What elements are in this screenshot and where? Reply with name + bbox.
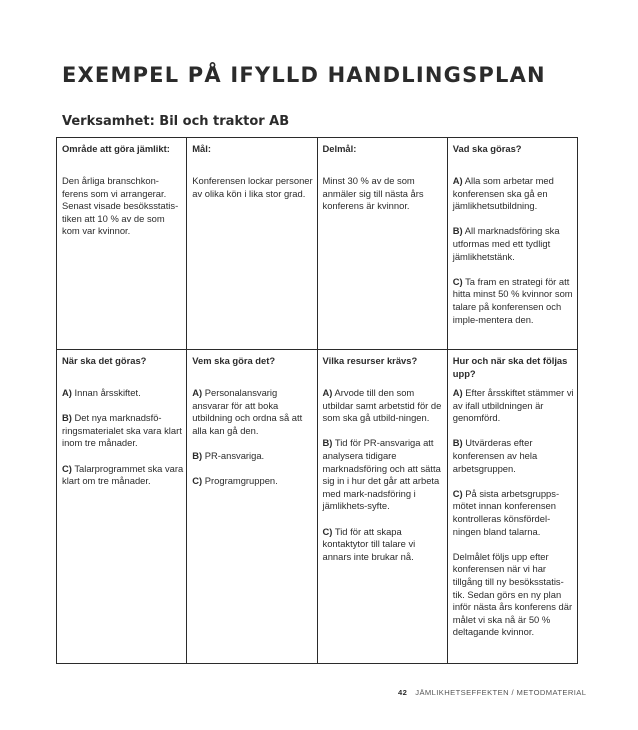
cell-heading: Vilka resurser krävs? [322,355,418,366]
page-number: 42 [398,688,408,697]
item-text: Programgruppen. [204,475,278,487]
cell-heading: Hur och när ska det följas upp? [452,355,568,379]
cell-heading: Mål: [192,143,211,154]
table-cell [317,350,447,664]
cell-paragraph [323,526,444,564]
table-cell [187,350,317,664]
cell-heading: Vem ska göra det? [192,355,276,366]
action-plan-table [56,137,578,664]
running-title: JÄMLIKHETSEFFEKTEN / METODMATERIAL [415,688,587,697]
cell-paragraph [192,175,313,200]
item-text: Innan årsskiftet. [74,387,141,398]
item-text: Talarprogrammet ska vara klart om tre månader. [62,462,184,487]
cell-paragraph [453,437,574,475]
table-cell [57,350,187,664]
item-label: A) [452,175,463,186]
item-label: A) [192,387,203,398]
item-label: C) [452,487,463,499]
item-text: Konferensen lockar personer av olika kön i lika stor grad. [192,175,313,199]
item-text: Arvode till den som utbildar samt arbetstid för de som ska gå utbild-ningen. [322,387,442,424]
cell-heading: När ska det göras? [62,355,147,366]
cell-paragraph [62,463,183,488]
item-label: B) [62,412,72,424]
table-cell [317,138,447,350]
item-label: A) [452,387,463,398]
table-cell [187,138,317,350]
item-label: C) [62,462,72,474]
organization-subtitle: Verksamhet: Bil och traktor AB [62,114,290,129]
item-label: B) [452,437,463,449]
cell-paragraph [453,488,574,538]
page-title: EXEMPEL PÅ IFYLLD HANDLINGSPLAN [62,63,546,87]
item-label: C) [192,475,203,487]
cell-paragraph [453,551,574,639]
cell-paragraph [62,175,183,238]
cell-paragraph [453,175,574,213]
item-text: Tid för PR-ansvariga att analysera tidigare marknadsföring och att sätta sig in i hur det går att arbeta med mark-nadsföring i jämlikhets-syfte. [322,437,441,512]
cell-paragraph [453,387,574,425]
cell-paragraph [192,387,313,437]
item-label: C) [452,275,463,287]
item-label: B) [322,437,333,449]
table-cell [447,138,577,350]
cell-heading: Delmål: [322,143,357,154]
item-label: B) [452,225,463,237]
item-text: Tid för att skapa kontaktytor till talare vi annars inte brukar nå. [322,525,416,562]
table-cell [447,350,577,664]
cell-paragraph [62,387,183,400]
cell-paragraph [453,276,574,326]
cell-paragraph [323,175,444,213]
item-text: Den årliga branschkon-ferens som vi arrangerar. Senast visade besöksstatis-tiken att 10 % av de som kom var kvinnor. [62,175,179,237]
item-text: Minst 30 % av de som anmäler sig till nästa års konferens är kvinnor. [322,175,424,212]
item-label: A) [322,387,333,398]
cell-paragraph [192,475,313,488]
cell-heading: Vad ska göras? [452,143,522,154]
item-text: Det nya marknadsfö-ringsmaterialet ska vara klart inom tre månader. [62,412,182,449]
item-text: PR-ansvariga. [204,449,265,461]
item-label: C) [322,525,333,537]
cell-paragraph [192,450,313,463]
item-label: B) [192,449,203,461]
item-text: Utvärderas efter konferensen av hela arbetsgruppen. [452,437,538,474]
cell-paragraph [62,412,183,450]
item-text: Efter årsskiftet stämmer vi av ifall utbildningen är genomförd. [452,387,574,424]
item-text: Delmålet följs upp efter konferensen när vi har tillgång till ny besöksstatis-tik. Sedan görs en ny plan inför nästa års konferens där målet vi ska nå är 50 % deltagande kvinnor. [452,550,573,638]
item-text: På sista arbetsgrupps-mötet innan konferensen kontrolleras könsfördel-ningen bland talarna. [452,487,560,537]
cell-paragraph [323,437,444,513]
cell-paragraph [323,387,444,425]
item-text: All marknadsföring ska utformas med ett tydligt jämlikhetstänk. [452,225,560,262]
item-text: Ta fram en strategi för att hitta minst 50 % kvinnor som talare på konferensen och imple-mentera den. [452,275,573,325]
item-text: Personalansvarig ansvarar för att boka utbildning och ordna så att alla kan gå den. [192,387,303,436]
cell-heading: Område att göra jämlikt: [62,143,170,154]
item-label: A) [62,387,72,398]
table-row [57,350,578,664]
page-footer [398,688,586,697]
table-cell [57,138,187,350]
item-text: Alla som arbetar med konferensen ska gå en jämlikhetsutbildning. [452,175,554,212]
table-row [57,138,578,350]
cell-paragraph [453,225,574,263]
